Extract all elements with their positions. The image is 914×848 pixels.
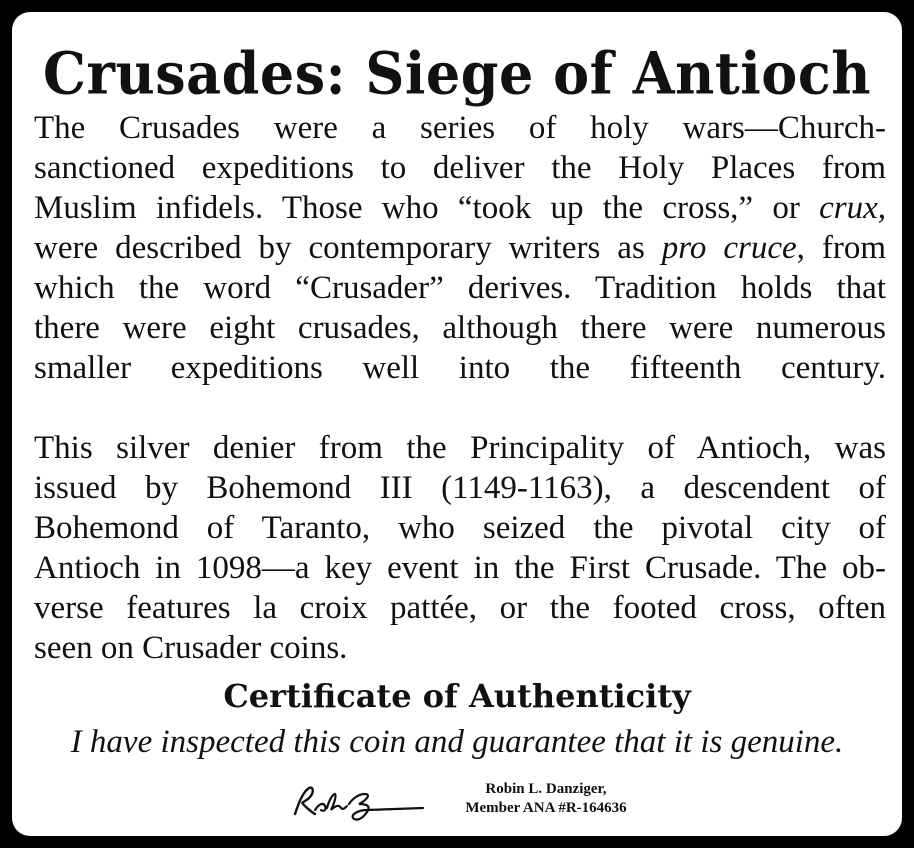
paragraph-line: which the word “Crusader” derives. Tradition holds that	[34, 270, 886, 306]
paragraph-line: there were eight crusades, although there were numerous	[34, 310, 886, 346]
coin-paragraph	[34, 428, 886, 668]
paragraph-line: sanctioned expeditions to deliver the Holy Places from	[34, 150, 886, 186]
paragraph-line-text: Muslim infidels. Those who “took up the cross,” or	[34, 190, 820, 226]
paragraph-line	[34, 188, 886, 228]
italic-word-crux: crux,	[819, 190, 886, 226]
paragraph-line	[34, 228, 886, 268]
signature-image	[287, 780, 427, 824]
certificate-title: Certificate of Authenticity	[223, 677, 691, 715]
paragraph-line-text: were described by contemporary writers as	[34, 230, 662, 266]
history-paragraph	[34, 108, 886, 388]
guarantee-statement: I have inspected this coin and guarantee that it is genuine.	[70, 724, 844, 760]
paragraph-line-tail: , from	[796, 230, 886, 266]
certificate-card	[12, 12, 902, 836]
paragraph-line: seen on Crusader coins.	[34, 630, 348, 666]
signer-name: Robin L. Danziger,	[485, 781, 607, 797]
page-title: Crusades: Siege of Antioch	[43, 38, 871, 108]
paragraph-line: Bohemond of Taranto, who seized the pivotal city of	[34, 510, 886, 546]
paragraph-line: Antioch in 1098—a key event in the First Crusade. The ob-	[34, 550, 886, 586]
paragraph-line: The Crusades were a series of holy wars—Church-	[34, 110, 886, 146]
signer-membership: Member ANA #R-164636	[465, 800, 627, 816]
paragraph-line: verse features la croix pattée, or the footed cross, often	[34, 590, 886, 626]
paragraph-line: This silver denier from the Principality of Antioch, was	[34, 430, 886, 466]
paragraph-line: issued by Bohemond III (1149-1163), a descendent of	[34, 470, 886, 506]
italic-phrase-pro-cruce: pro cruce	[661, 230, 797, 266]
paragraph-line: smaller expeditions well into the fifteenth century.	[34, 350, 886, 386]
signer-block	[446, 780, 646, 818]
